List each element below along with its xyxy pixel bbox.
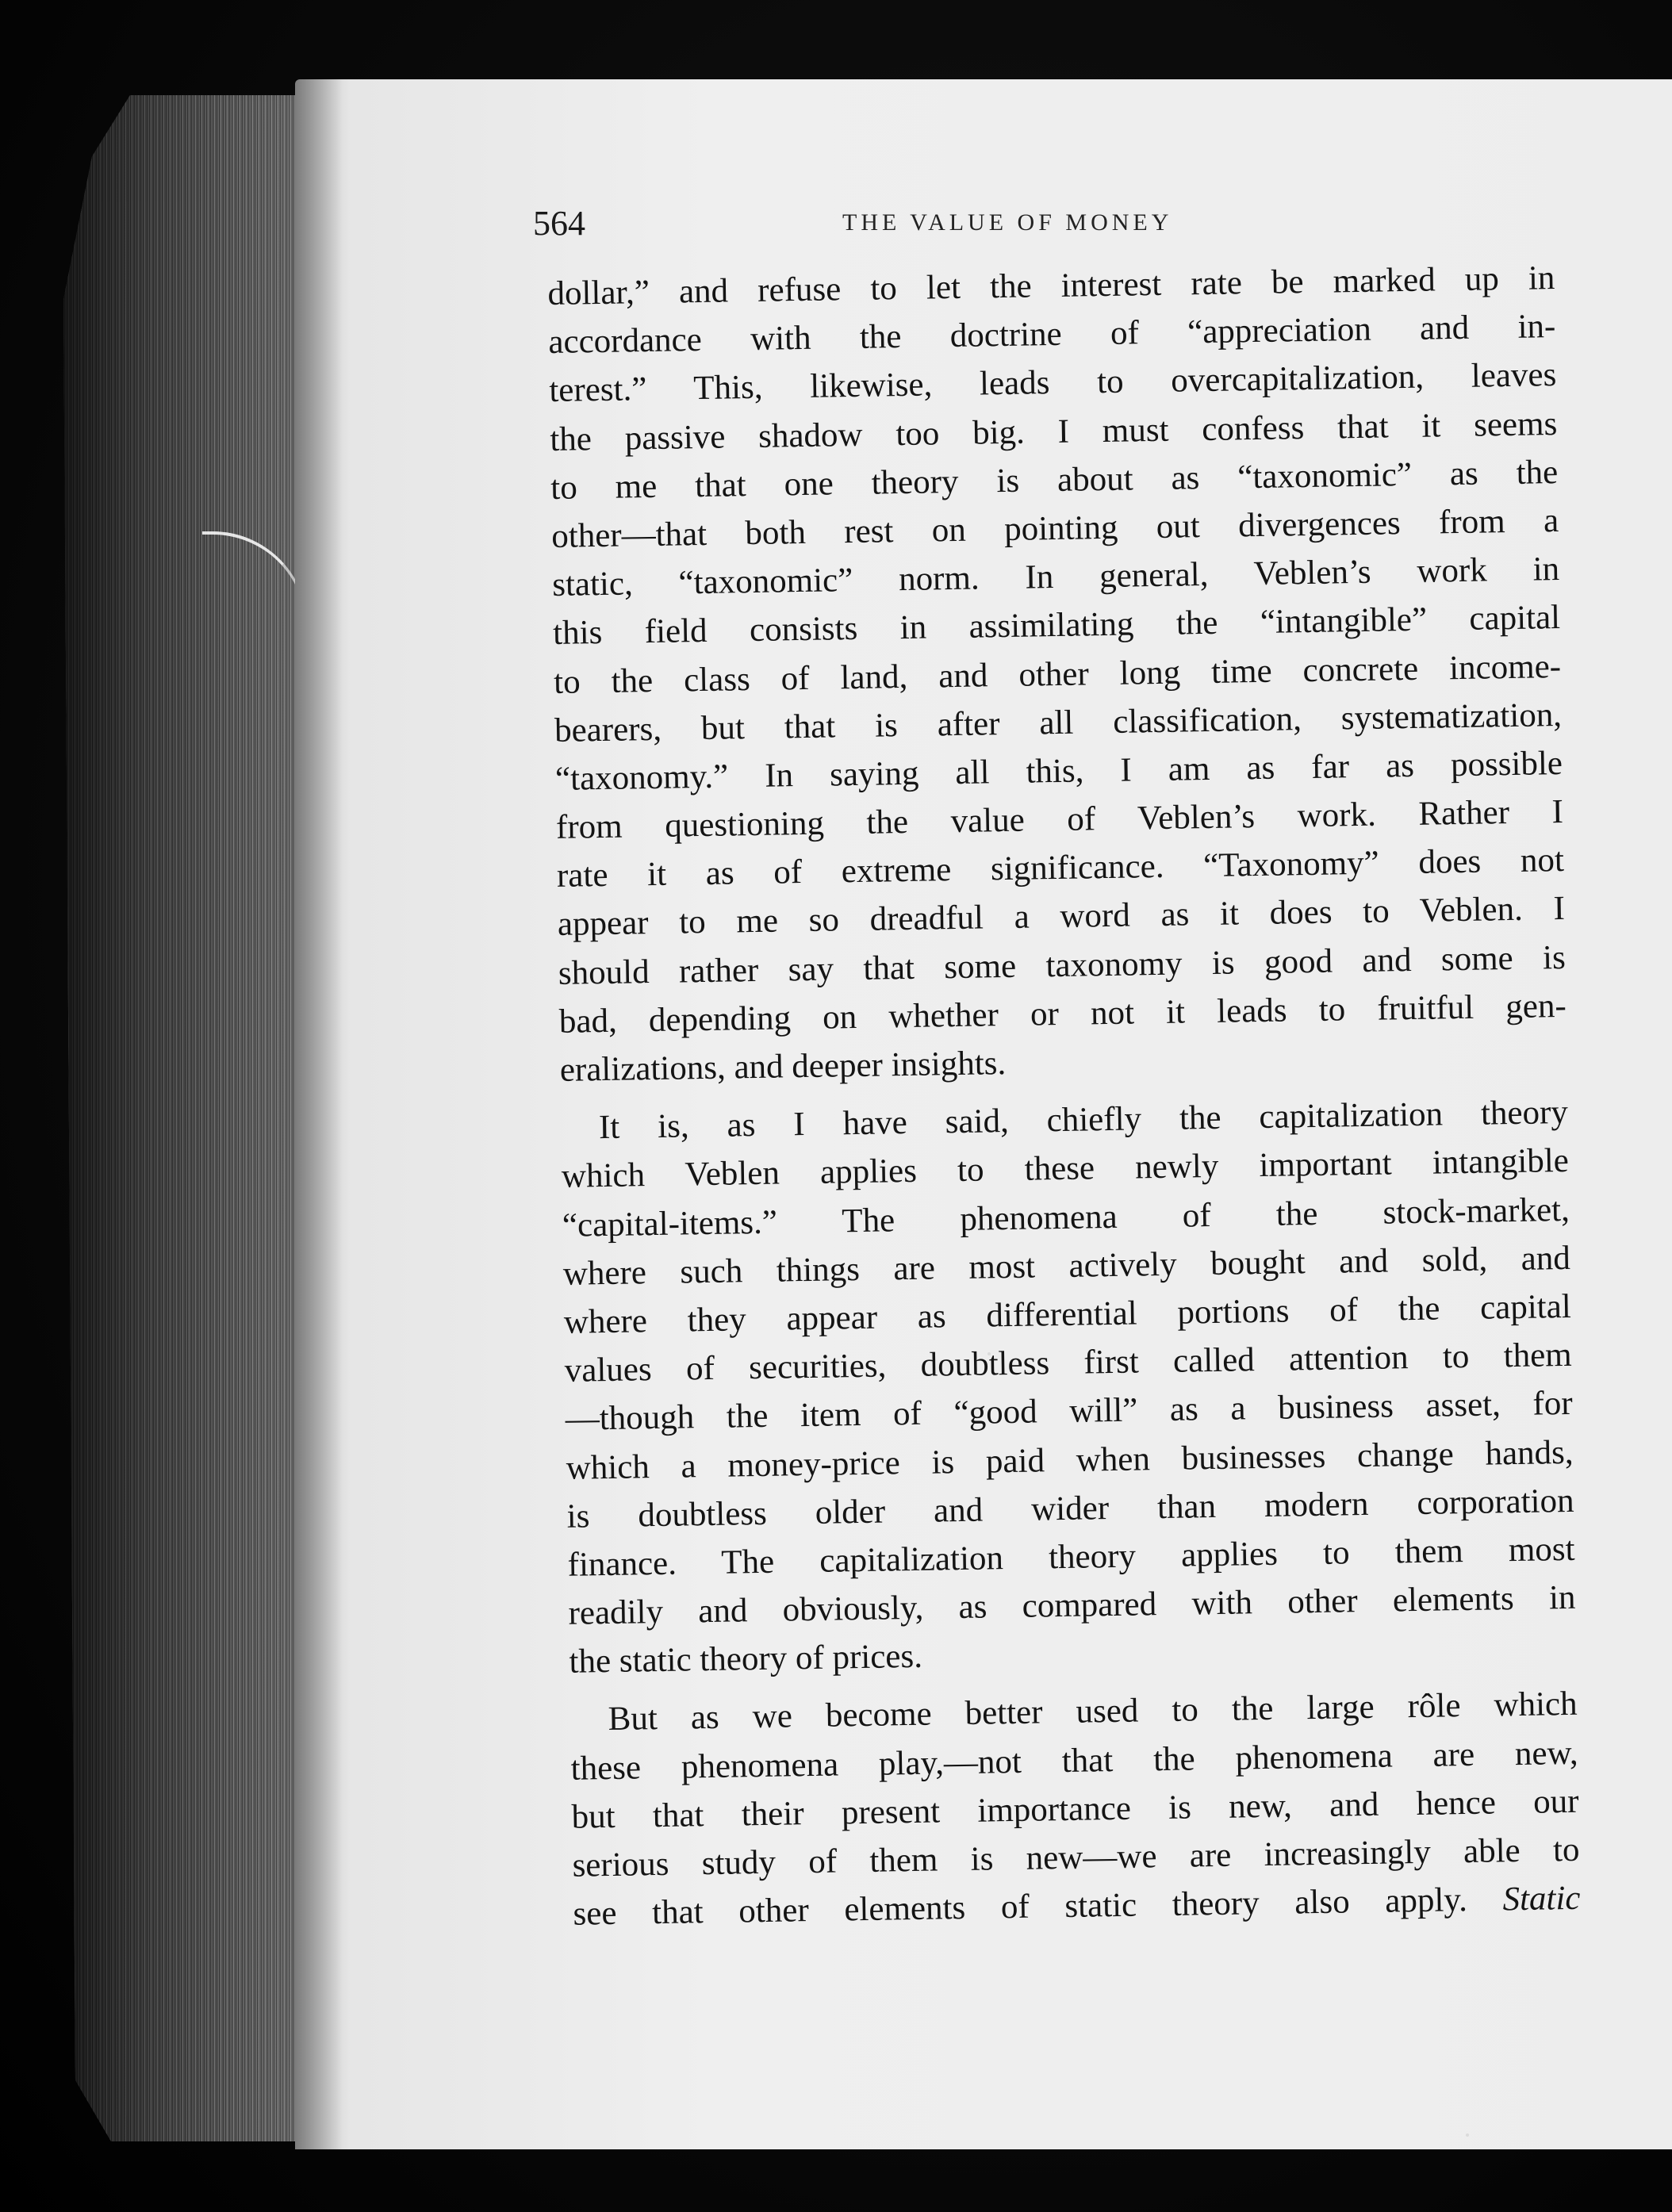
text-line: these phenomena play,—not that the phenomena are new, — [570, 1734, 1578, 1788]
italic-word: Static — [1502, 1879, 1581, 1919]
text-line: “capital-items.” The phenomena of the stock-market, — [562, 1190, 1570, 1244]
text-line: bearers, but that is after all classification, systematization, — [554, 696, 1563, 749]
text-line: It is, as I have said, chiefly the capitalization theory — [598, 1094, 1569, 1147]
text-line: the static theory of prices. — [569, 1638, 923, 1681]
scan-speck — [1466, 2133, 1469, 2137]
running-head: THE VALUE OF MONEY — [842, 209, 1173, 236]
text-line: serious study of them is new—we are increasingly able to — [572, 1831, 1580, 1884]
page-number: 564 — [533, 204, 585, 243]
text-line: appear to me so dreadful a word as it does to Veblen. I — [557, 890, 1566, 944]
gutter-shadow — [295, 79, 343, 2149]
text-line: where such things are most actively bought and sold, and — [562, 1239, 1571, 1293]
text-line: values of securities, doubtless first called attention to them — [564, 1336, 1573, 1390]
text-line: to the class of land, and other long time concrete income- — [553, 647, 1562, 701]
text-line: terest.” This, likewise, leads to overcapitalization, leaves — [549, 356, 1557, 410]
text-line: accordance with the doctrine of “appreciation and in- — [548, 308, 1556, 362]
text-line: is doubtless older and wider than modern corporation — [566, 1482, 1574, 1535]
text-line: dollar,” and refuse to let the interest rate be marked up in — [547, 259, 1555, 312]
page-header — [533, 203, 1580, 259]
text-line: “taxonomy.” In saying all this, I am as far as possible — [554, 744, 1563, 798]
text-line: readily and obviously, as compared with other elements in — [568, 1578, 1576, 1632]
text-line: which Veblen applies to these newly important intangible — [561, 1142, 1570, 1196]
text-line: the passive shadow too big. I must confess that it seems — [549, 404, 1558, 458]
text-line: finance. The capitalization theory applies to them most — [567, 1530, 1575, 1584]
text-line: but that their present importance is new, and hence our — [571, 1782, 1579, 1836]
text-line: where they appear as differential portions of the capital — [563, 1287, 1572, 1341]
final-line-text: see that other elements of static theory also apply. — [573, 1881, 1468, 1933]
text-line: static, “taxonomic” norm. In general, Veblen’s work in — [551, 550, 1560, 604]
text-line: —though the item of “good will” as a business asset, for — [565, 1385, 1573, 1439]
body-text — [547, 254, 1581, 1938]
text-line: which a money-price is paid when businesses change hands, — [566, 1433, 1574, 1487]
book-page-edges-shade — [63, 95, 301, 2141]
text-line: other—that both rest on pointing out divergences from a — [550, 501, 1559, 555]
text-line: this field consists in assimilating the “intangible” capital — [552, 599, 1561, 653]
text-line: bad, depending on whether or not it leads to fruitful gen- — [558, 987, 1567, 1041]
text-line: should rather say that some taxonomy is good and some is — [558, 938, 1567, 992]
text-line: rate it as of extreme significance. “Taxonomy” does not — [556, 841, 1565, 895]
text-line: But as we become better used to the large rôle which — [608, 1685, 1578, 1739]
text-line: to me that one theory is about as “taxonomic” as the — [550, 453, 1559, 507]
text-line: eralizations, and deeper insights. — [559, 1045, 1007, 1089]
text-line: from questioning the value of Veblen’s work. Rather I — [555, 793, 1564, 846]
